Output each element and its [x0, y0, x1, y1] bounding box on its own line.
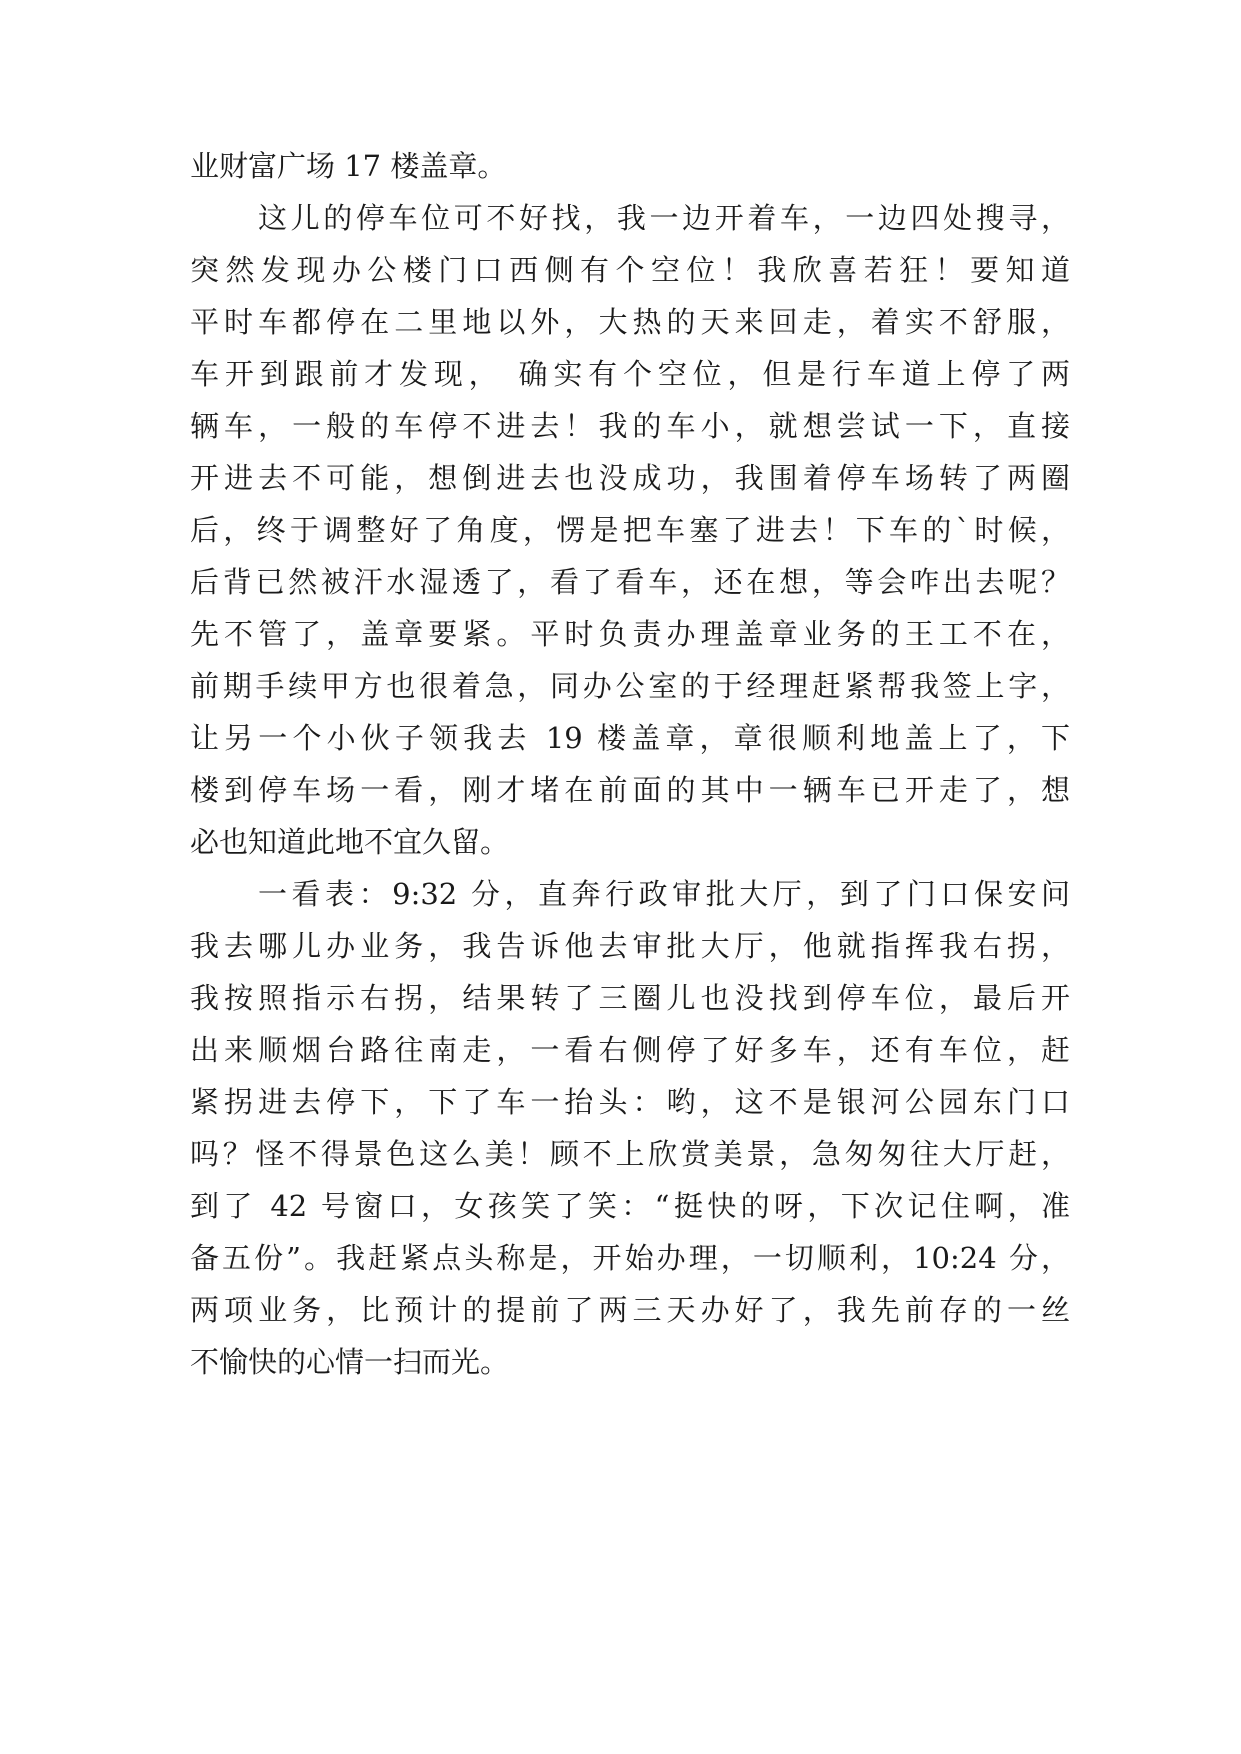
text-line: 紧拐进去停下，下了车一抬头：哟，这不是银河公园东门口	[190, 1085, 1070, 1119]
text-line: 后背已然被汗水湿透了，看了看车，还在想，等会咋出去呢？	[190, 565, 1070, 599]
text-line: 平时车都停在二里地以外，大热的天来回走，着实不舒服，	[190, 305, 1070, 339]
text-line: 先不管了，盖章要紧。平时负责办理盖章业务的王工不在，	[190, 617, 1070, 651]
text-line: 备五份”。我赶紧点头称是，开始办理，一切顺利，10:24 分，	[190, 1241, 1070, 1275]
text-line: 必也知道此地不宜久留。	[190, 825, 510, 859]
text-line: 突然发现办公楼门口西侧有个空位！我欣喜若狂！要知道	[190, 253, 1070, 287]
text-line: 出来顺烟台路往南走，一看右侧停了好多车，还有车位，赶	[190, 1033, 1070, 1067]
text-line: 楼到停车场一看，刚才堵在前面的其中一辆车已开走了，想	[190, 773, 1070, 807]
text-line: 一看表：9:32 分，直奔行政审批大厅，到了门口保安问	[258, 877, 1070, 911]
text-line: 开进去不可能，想倒进去也没成功，我围着停车场转了两圈	[190, 461, 1070, 495]
text-line: 前期手续甲方也很着急，同办公室的于经理赶紧帮我签上字，	[190, 669, 1070, 703]
text-line: 我去哪儿办业务，我告诉他去审批大厅，他就指挥我右拐，	[190, 929, 1070, 963]
text-line: 不愉快的心情一扫而光。	[190, 1345, 510, 1379]
text-line: 两项业务，比预计的提前了两三天办好了，我先前存的一丝	[190, 1293, 1070, 1327]
text-line: 我按照指示右拐，结果转了三圈儿也没找到停车位，最后开	[190, 981, 1070, 1015]
text-line: 到了 42 号窗口，女孩笑了笑：“挺快的呀，下次记住啊，准	[190, 1189, 1070, 1223]
text-line: 吗？怪不得景色这么美！顾不上欣赏美景，急匆匆往大厅赶，	[190, 1137, 1070, 1171]
text-line: 这儿的停车位可不好找，我一边开着车，一边四处搜寻，	[258, 201, 1070, 235]
text-line: 后，终于调整好了角度，愣是把车塞了进去！下车的`时候，	[190, 513, 1070, 547]
text-line: 辆车，一般的车停不进去！我的车小，就想尝试一下，直接	[190, 409, 1070, 443]
text-line: 让另一个小伙子领我去 19 楼盖章，章很顺利地盖上了，下	[190, 721, 1070, 755]
text-line: 车开到跟前才发现， 确实有个空位，但是行车道上停了两	[190, 357, 1070, 391]
text-line: 业财富广场 17 楼盖章。	[190, 149, 507, 183]
